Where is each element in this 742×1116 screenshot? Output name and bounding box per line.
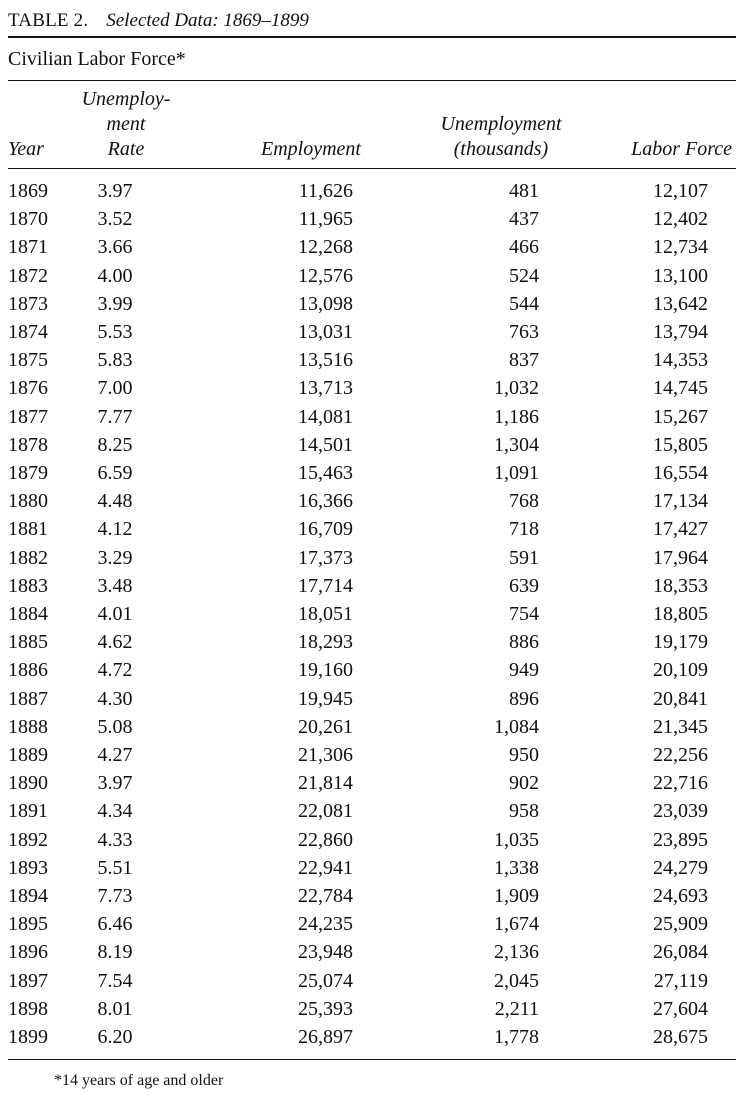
- cell-unemployment-rate: 4.01: [97, 603, 133, 626]
- cell-year: 1891: [8, 800, 48, 823]
- table-row: [8, 544, 736, 572]
- table-row: [8, 967, 736, 995]
- header-unemployment: [381, 81, 591, 169]
- cell-employment: 13,031: [298, 321, 353, 344]
- table-row: [8, 403, 736, 431]
- cell-year: 1877: [8, 405, 48, 428]
- cell-year: 1872: [8, 264, 48, 287]
- header-rate-line-1: Unemploy-: [81, 88, 171, 110]
- table-title-row: [8, 0, 736, 36]
- cell-unemployment-rate: 7.73: [97, 885, 133, 908]
- cell-unemployment-rate: 4.62: [97, 631, 133, 654]
- cell-year: 1883: [8, 574, 48, 597]
- cell-year: 1890: [8, 772, 48, 795]
- cell-unemployment: 768: [509, 490, 539, 513]
- cell-year: 1878: [8, 433, 48, 456]
- cell-employment: 13,713: [298, 377, 353, 400]
- cell-unemployment-rate: 5.53: [97, 321, 133, 344]
- table-row: [8, 459, 736, 487]
- cell-unemployment: 591: [509, 546, 539, 569]
- cell-year: 1873: [8, 292, 48, 315]
- cell-unemployment-rate: 8.25: [97, 433, 133, 456]
- table-row: [8, 290, 736, 318]
- cell-employment: 17,373: [298, 546, 353, 569]
- cell-employment: 26,897: [298, 1026, 353, 1049]
- cell-year: 1886: [8, 659, 48, 682]
- cell-year: 1897: [8, 969, 48, 992]
- cell-unemployment: 1,084: [494, 715, 539, 738]
- table-row: [8, 233, 736, 261]
- cell-labor-force: 18,353: [653, 574, 708, 597]
- cell-labor-force: 22,716: [653, 772, 708, 795]
- table-row: [8, 826, 736, 854]
- data-table: [8, 81, 736, 1051]
- cell-unemployment: 481: [509, 180, 539, 202]
- table-row: [8, 797, 736, 825]
- cell-employment: 12,576: [298, 264, 353, 287]
- cell-year: 1881: [8, 518, 48, 541]
- cell-year: 1879: [8, 462, 48, 485]
- cell-unemployment-rate: 3.99: [97, 292, 133, 315]
- cell-year: 1885: [8, 631, 48, 654]
- cell-employment: 23,948: [298, 941, 353, 964]
- cell-unemployment-rate: 4.34: [97, 800, 133, 823]
- cell-employment: 15,463: [298, 462, 353, 485]
- cell-unemployment: 1,304: [494, 433, 539, 456]
- cell-year: 1880: [8, 490, 48, 513]
- cell-unemployment-rate: 4.30: [97, 687, 133, 710]
- cell-employment: 11,965: [298, 208, 353, 231]
- cell-unemployment: 1,035: [494, 828, 539, 851]
- cell-labor-force: 12,402: [653, 208, 708, 231]
- cell-unemployment-rate: 6.20: [97, 1026, 133, 1049]
- cell-year: 1889: [8, 744, 48, 767]
- table-row: [8, 1023, 736, 1051]
- table-row: [8, 910, 736, 938]
- cell-year: 1884: [8, 603, 48, 626]
- table-row: [8, 374, 736, 402]
- cell-employment: 12,268: [298, 236, 353, 259]
- cell-labor-force: 24,279: [653, 856, 708, 879]
- cell-labor-force: 17,134: [653, 490, 708, 513]
- cell-labor-force: 14,745: [653, 377, 708, 400]
- header-employment: Employment: [261, 138, 361, 160]
- cell-employment: 20,261: [298, 715, 353, 738]
- cell-labor-force: 23,039: [653, 800, 708, 823]
- cell-unemployment: 437: [509, 208, 539, 231]
- cell-unemployment-rate: 4.27: [97, 744, 133, 767]
- cell-year: 1882: [8, 546, 48, 569]
- cell-labor-force: 21,345: [653, 715, 708, 738]
- table-row: [8, 572, 736, 600]
- cell-unemployment: 639: [509, 574, 539, 597]
- cell-unemployment: 1,091: [494, 462, 539, 485]
- cell-labor-force: 18,805: [653, 603, 708, 626]
- table-row: [8, 487, 736, 515]
- cell-employment: 25,074: [298, 969, 353, 992]
- cell-employment: 16,709: [298, 518, 353, 541]
- cell-employment: 19,945: [298, 687, 353, 710]
- cell-year: 1869: [8, 180, 48, 202]
- cell-unemployment-rate: 5.51: [97, 856, 133, 879]
- cell-labor-force: 22,256: [653, 744, 708, 767]
- cell-employment: 21,814: [298, 772, 353, 795]
- cell-unemployment-rate: 7.77: [97, 405, 133, 428]
- cell-labor-force: 27,604: [653, 997, 708, 1020]
- table-row: [8, 769, 736, 797]
- table-row: [8, 713, 736, 741]
- cell-employment: 16,366: [298, 490, 353, 513]
- cell-employment: 22,081: [298, 800, 353, 823]
- table-row: [8, 628, 736, 656]
- cell-unemployment: 1,674: [494, 913, 539, 936]
- cell-employment: 19,160: [298, 659, 353, 682]
- cell-unemployment: 2,045: [494, 969, 539, 992]
- cell-unemployment-rate: 7.54: [97, 969, 133, 992]
- cell-unemployment: 544: [509, 292, 539, 315]
- cell-unemployment-rate: 4.00: [97, 264, 133, 287]
- section-title: Civilian Labor Force*: [8, 47, 186, 70]
- header-row: [8, 81, 736, 169]
- bottom-rule: [8, 1059, 736, 1060]
- cell-employment: 18,051: [298, 603, 353, 626]
- header-unemp-line-2: (thousands): [453, 138, 549, 160]
- cell-labor-force: 20,109: [653, 659, 708, 682]
- cell-year: 1892: [8, 828, 48, 851]
- footnote: *14 years of age and older: [54, 1072, 224, 1090]
- cell-unemployment: 1,338: [494, 856, 539, 879]
- cell-employment: 14,081: [298, 405, 353, 428]
- cell-labor-force: 23,895: [653, 828, 708, 851]
- cell-unemployment: 886: [509, 631, 539, 654]
- cell-unemployment-rate: 4.12: [97, 518, 133, 541]
- cell-labor-force: 12,734: [653, 236, 708, 259]
- cell-unemployment: 524: [509, 264, 539, 287]
- cell-year: 1893: [8, 856, 48, 879]
- cell-unemployment-rate: 8.01: [97, 997, 133, 1020]
- cell-year: 1895: [8, 913, 48, 936]
- cell-labor-force: 19,179: [653, 631, 708, 654]
- cell-year: 1874: [8, 321, 48, 344]
- table-row: [8, 515, 736, 543]
- cell-labor-force: 12,107: [653, 180, 708, 202]
- table-row: [8, 656, 736, 684]
- cell-unemployment: 837: [509, 349, 539, 372]
- cell-unemployment: 1,778: [494, 1026, 539, 1049]
- header-rate-line-3: Rate: [107, 138, 145, 160]
- table-row: [8, 685, 736, 713]
- cell-unemployment: 718: [509, 518, 539, 541]
- cell-labor-force: 17,427: [653, 518, 708, 541]
- cell-year: 1887: [8, 687, 48, 710]
- cell-unemployment-rate: 4.72: [97, 659, 133, 682]
- cell-unemployment-rate: 3.52: [97, 208, 133, 231]
- cell-unemployment-rate: 3.29: [97, 546, 133, 569]
- cell-unemployment: 763: [509, 321, 539, 344]
- cell-year: 1898: [8, 997, 48, 1020]
- table-header: [8, 81, 736, 169]
- cell-unemployment-rate: 3.48: [97, 574, 133, 597]
- cell-year: 1870: [8, 208, 48, 231]
- cell-year: 1875: [8, 349, 48, 372]
- table-row: [8, 938, 736, 966]
- cell-unemployment-rate: 3.66: [97, 236, 133, 259]
- cell-unemployment-rate: 8.19: [97, 941, 133, 964]
- table-row: [8, 205, 736, 233]
- header-labor-force: Labor Force: [631, 138, 732, 160]
- cell-employment: 11,626: [298, 180, 353, 202]
- cell-employment: 17,714: [298, 574, 353, 597]
- cell-employment: 13,516: [298, 349, 353, 372]
- cell-labor-force: 16,554: [653, 462, 708, 485]
- cell-unemployment-rate: 5.08: [97, 715, 133, 738]
- cell-labor-force: 17,964: [653, 546, 708, 569]
- table-row: [8, 741, 736, 769]
- cell-employment: 18,293: [298, 631, 353, 654]
- cell-unemployment: 1,186: [494, 405, 539, 428]
- cell-employment: 24,235: [298, 913, 353, 936]
- cell-unemployment-rate: 3.97: [97, 772, 133, 795]
- cell-labor-force: 25,909: [653, 913, 708, 936]
- cell-year: 1876: [8, 377, 48, 400]
- cell-unemployment: 902: [509, 772, 539, 795]
- cell-unemployment: 949: [509, 659, 539, 682]
- cell-employment: 22,860: [298, 828, 353, 851]
- cell-employment: 25,393: [298, 997, 353, 1020]
- cell-unemployment: 1,032: [494, 377, 539, 400]
- cell-unemployment: 1,909: [494, 885, 539, 908]
- cell-employment: 14,501: [298, 433, 353, 456]
- header-unemployment-rate: [66, 81, 186, 169]
- cell-labor-force: 13,794: [653, 321, 708, 344]
- table-label: TABLE 2.: [8, 10, 89, 31]
- cell-unemployment-rate: 6.46: [97, 913, 133, 936]
- cell-unemployment: 2,211: [494, 997, 539, 1020]
- cell-unemployment-rate: 4.48: [97, 490, 133, 513]
- table-row: [8, 169, 736, 206]
- cell-unemployment-rate: 3.97: [97, 180, 133, 202]
- table-row: [8, 600, 736, 628]
- cell-labor-force: 28,675: [653, 1026, 708, 1049]
- table-row: [8, 346, 736, 374]
- cell-unemployment: 754: [509, 603, 539, 626]
- header-rate-line-2: ment: [106, 113, 146, 135]
- cell-unemployment-rate: 4.33: [97, 828, 133, 851]
- cell-unemployment-rate: 6.59: [97, 462, 133, 485]
- table-row: [8, 262, 736, 290]
- cell-unemployment: 958: [509, 800, 539, 823]
- cell-labor-force: 26,084: [653, 941, 708, 964]
- cell-labor-force: 14,353: [653, 349, 708, 372]
- cell-employment: 13,098: [298, 292, 353, 315]
- cell-employment: 21,306: [298, 744, 353, 767]
- table-row: [8, 318, 736, 346]
- cell-labor-force: 15,267: [653, 405, 708, 428]
- cell-unemployment: 466: [509, 236, 539, 259]
- cell-year: 1899: [8, 1026, 48, 1049]
- cell-unemployment-rate: 5.83: [97, 349, 133, 372]
- cell-labor-force: 24,693: [653, 885, 708, 908]
- table-row: [8, 431, 736, 459]
- cell-labor-force: 27,119: [653, 969, 708, 992]
- cell-labor-force: 20,841: [653, 687, 708, 710]
- header-unemp-line-1: Unemployment: [440, 113, 562, 135]
- cell-labor-force: 15,805: [653, 433, 708, 456]
- cell-unemployment: 950: [509, 744, 539, 767]
- cell-employment: 22,784: [298, 885, 353, 908]
- header-year: Year: [8, 138, 44, 160]
- cell-year: 1896: [8, 941, 48, 964]
- cell-employment: 22,941: [298, 856, 353, 879]
- cell-year: 1894: [8, 885, 48, 908]
- table-body: [8, 169, 736, 1052]
- table-row: [8, 882, 736, 910]
- cell-unemployment-rate: 7.00: [97, 377, 133, 400]
- table-row: [8, 995, 736, 1023]
- cell-labor-force: 13,100: [653, 264, 708, 287]
- table-title: Selected Data: 1869–1899: [106, 10, 309, 31]
- cell-unemployment: 2,136: [494, 941, 539, 964]
- table-row: [8, 854, 736, 882]
- cell-year: 1871: [8, 236, 48, 259]
- cell-unemployment: 896: [509, 687, 539, 710]
- cell-year: 1888: [8, 715, 48, 738]
- cell-labor-force: 13,642: [653, 292, 708, 315]
